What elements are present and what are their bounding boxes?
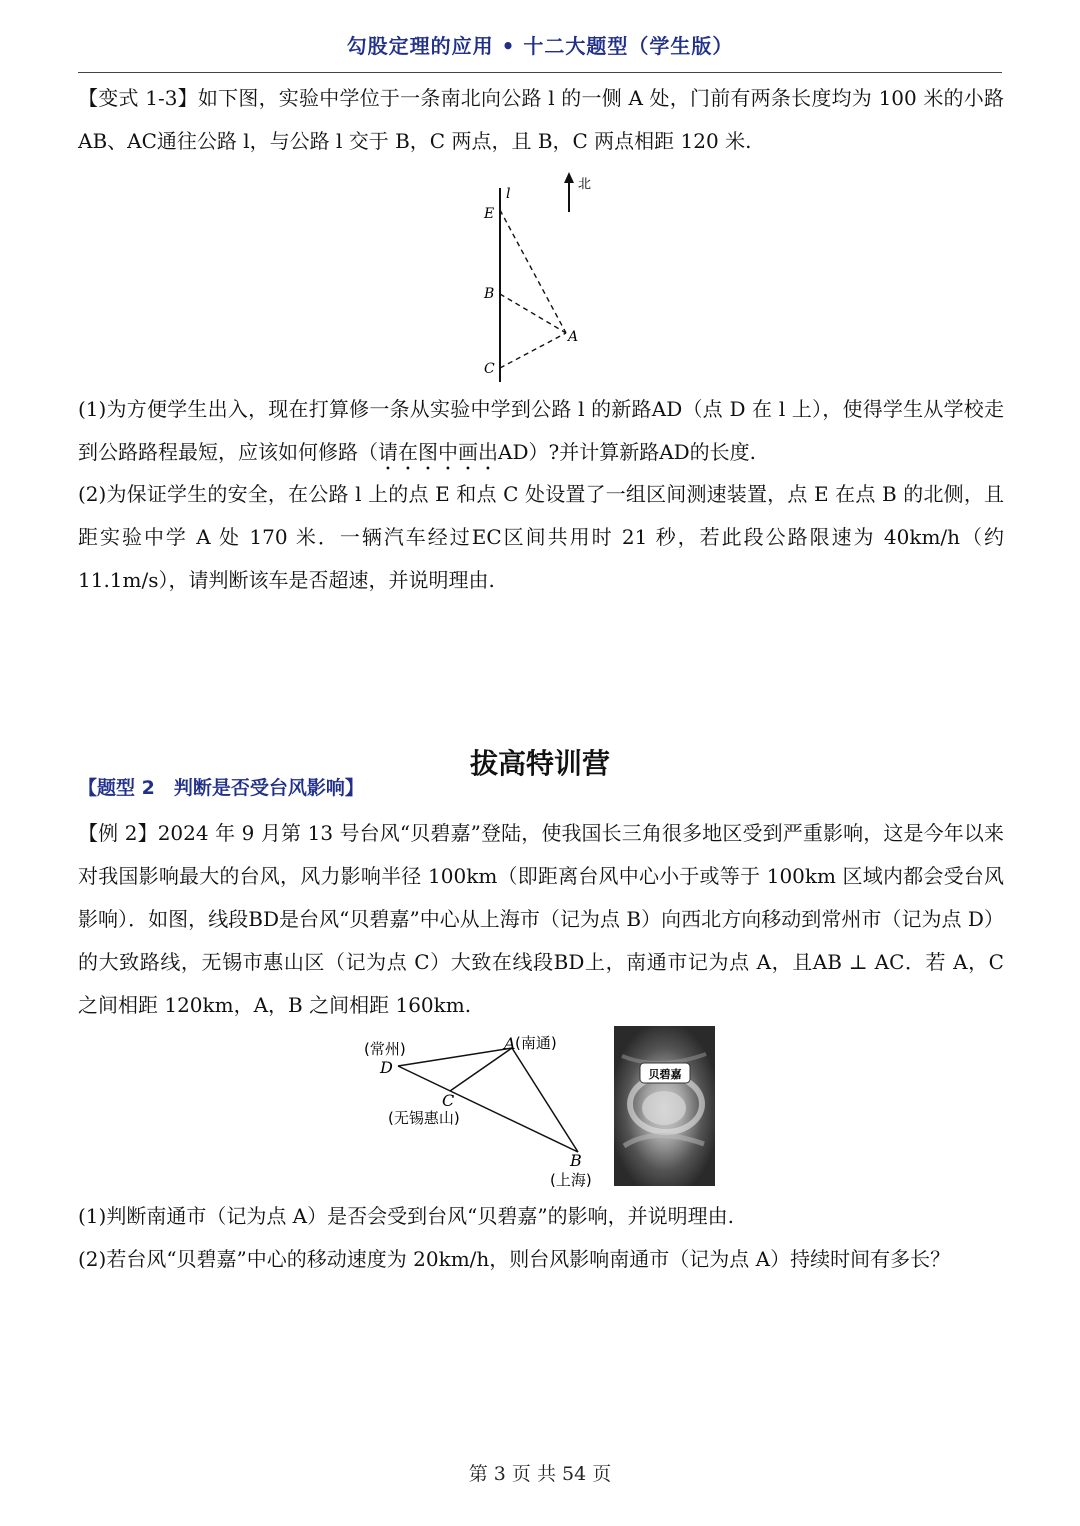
- variant-q2-text: (2)为保证学生的安全，在公路 l 上的点 E 和点 C 处设置了一组区间测速装置，点 E 在点 B 的北侧，且距实验中学 A 处 170 米．一辆汽车经过EC区间共用时 21 秒，若此段公路限速为 40km/h（约 11.1m/s），请判断该车是否超速，并说明理由.: [78, 482, 1004, 592]
- example-2-stem: [78, 812, 1004, 1027]
- variant-question-2: [78, 473, 1004, 602]
- label-l: l: [506, 186, 511, 202]
- label-E: E: [484, 206, 495, 222]
- label-north: 北: [578, 177, 592, 192]
- photo-label: 贝碧嘉: [648, 1068, 682, 1081]
- typhoon-satellite-image: [614, 1026, 715, 1186]
- label-shanghai: (上海): [550, 1171, 592, 1189]
- variant-q1-emphasis: 请在图中画出: [378, 440, 498, 464]
- label-nantong: (南通): [515, 1034, 557, 1052]
- label-wuxi: (无锡惠山): [388, 1109, 460, 1127]
- section-title: 拔高特训营: [469, 747, 610, 780]
- label-changzhou: (常州): [364, 1040, 406, 1058]
- page-number: 第 3 页 共 54 页: [468, 1463, 612, 1485]
- label-B: B: [484, 286, 495, 302]
- north-arrow-icon: [564, 172, 574, 183]
- label-D: D: [380, 1058, 393, 1077]
- road-diagram: [470, 170, 610, 385]
- example2-q2-text: (2)若台风“贝碧嘉”中心的移动速度为 20km/h，则台风影响南通市（记为点 A）持续时间有多长？: [78, 1247, 951, 1271]
- example-2-text: 【例 2】2024 年 9 月第 13 号台风“贝碧嘉”登陆，使我国长三角很多地区受到严重影响，这是今年以来对我国影响最大的台风，风力影响半径 100km（即距离台风中心小于或等于 100km 区域内都会受台风影响）．如图，线段BD是台风“贝碧嘉”中心从上海市（记为点 B）向西北方向移动到常州市（记为点 D）的大致路线，无锡市惠山区（记为点 C）大致在线段BD上，南通市记为点 A，且AB ⊥ AC．若 A，C 之间相距 120km，A，B 之间相距 160km.: [78, 821, 1004, 1017]
- variant-q1-part1: (1)为方便学生出入，现在打算修一条从实验中学到公路 l 的新路AD（点 D 在 l 上），使得学生从学校走到公路路程最短，应该如何修路（: [78, 397, 1004, 464]
- example-2-question-1: [78, 1195, 1004, 1238]
- label-B: B: [570, 1151, 582, 1170]
- label-A: A: [568, 329, 579, 345]
- typhoon-path-diagram: [350, 1028, 610, 1190]
- label-A: A: [504, 1034, 516, 1053]
- label-C: C: [484, 361, 495, 377]
- variant-1-3-stem: [78, 77, 1004, 163]
- example-2-question-2: [78, 1238, 1004, 1281]
- segment-AC: [450, 1048, 512, 1091]
- segment-EA: [500, 210, 566, 333]
- example2-q1-text: (1)判断南通市（记为点 A）是否会受到台风“贝碧嘉”的影响，并说明理由.: [78, 1204, 734, 1228]
- variant-1-3-text: 【变式 1-3】如下图，实验中学位于一条南北向公路 l 的一侧 A 处，门前有两条长度均为 100 米的小路AB、AC通往公路 l，与公路 l 交于 B，C 两点，且 B，C 两点相距 120 米.: [78, 86, 1004, 153]
- label-C: C: [442, 1091, 455, 1110]
- variant-question-1: [78, 388, 1004, 475]
- header-divider: [78, 72, 1002, 73]
- page-header-title: 勾股定理的应用 • 十二大题型（学生版）: [346, 34, 734, 58]
- segment-DA: [398, 1048, 512, 1066]
- segment-CA: [500, 333, 566, 368]
- variant-q1-part2: AD）?并计算新路AD的长度.: [498, 440, 757, 464]
- type-2-title: 【题型 2 判断是否受台风影响】: [78, 777, 364, 799]
